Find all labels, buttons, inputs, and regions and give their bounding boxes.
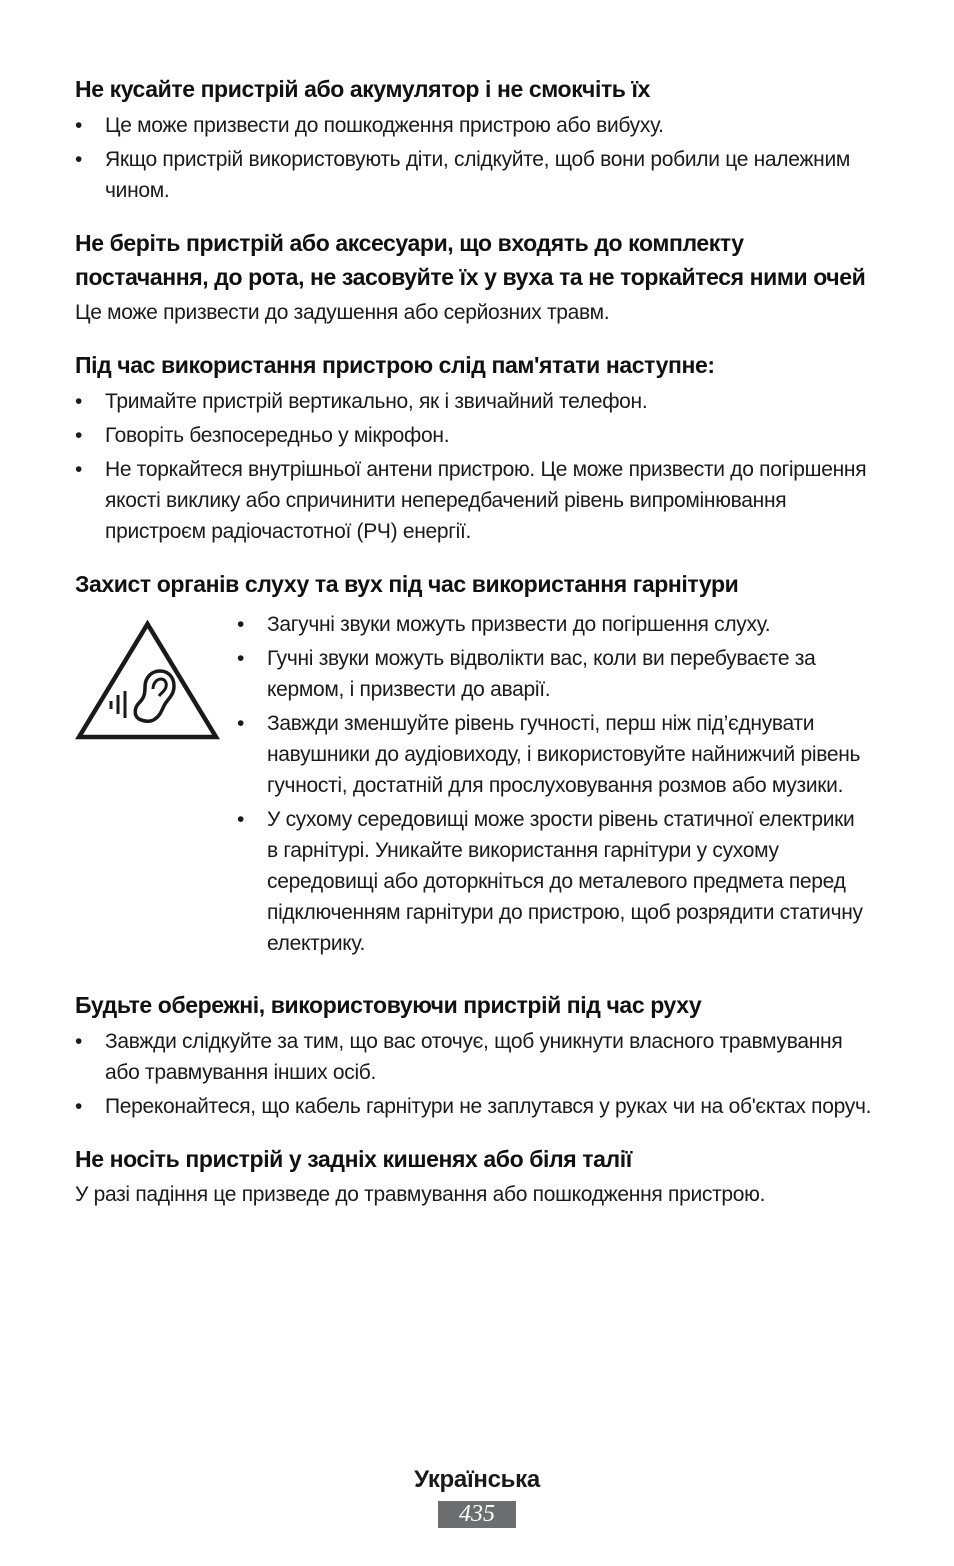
section-usage [75,348,875,547]
list-item: • Загучні звуки можуть призвести до погіршення слуху. [237,609,867,640]
section-heading: Під час використання пристрою слід пам'ятати наступне: [75,352,715,378]
section-heading: Будьте обережні, використовуючи пристрій під час руху [75,992,702,1018]
section-heading: Захист органів слуху та вух під час використання гарнітури [75,571,739,597]
hearing-warning-icon [75,619,220,744]
page-number: 435 [438,1501,516,1528]
hearing-bullets [237,609,867,962]
section-hearing [75,567,875,962]
bullet-list [75,1026,875,1122]
bullet-list [75,110,875,206]
section-heading: Не кусайте пристрій або акумулятор і не смокчіть їх [75,76,650,102]
hearing-content [75,609,875,962]
page-content [75,72,875,1234]
section-motion [75,988,875,1122]
list-item: • Завжди слідкуйте за тим, що вас оточує, щоб уникнути власного травмування або травмування інших осіб. [75,1026,875,1088]
list-item: • У сухому середовищі може зрости рівень статичної електрики в гарнітурі. Уникайте використання гарнітури у сухому середовищі або доторкніться до металевого предмета перед підключенням гарнітури до пристрою, щоб розрядити статичну електрику. [237,804,867,959]
section-heading: Не носіть пристрій у задніх кишенях або біля талії [75,1146,632,1172]
bullet-list [237,609,867,959]
section-text: Це може призвести до задушення або серйозних травм. [75,301,610,324]
section-no-mouth [75,226,875,328]
page-footer [0,1463,954,1528]
section-text: У разі падіння це призведе до травмування або пошкодження пристрою. [75,1183,766,1206]
section-no-biting [75,72,875,206]
list-item: • Говоріть безпосередньо у мікрофон. [75,420,875,451]
section-heading: Не беріть пристрій або аксесуари, що входять до комплекту постачання, до рота, не засовуйте їх у вуха та не торкайтеся ними очей [75,230,866,290]
list-item: • Тримайте пристрій вертикально, як і звичайний телефон. [75,386,875,417]
list-item: • Якщо пристрій використовують діти, слідкуйте, щоб вони робили це належним чином. [75,144,875,206]
list-item: • Гучні звуки можуть відволікти вас, коли ви перебуваєте за кермом, і призвести до аварії. [237,643,867,705]
list-item: • Завжди зменшуйте рівень гучності, перш ніж під’єднувати навушники до аудіовиходу, і використовуйте найнижчий рівень гучності, достатній для прослуховування розмов або музики. [237,708,867,801]
list-item: • Переконайтеся, що кабель гарнітури не заплутався у руках чи на об'єктах поруч. [75,1091,875,1122]
section-pockets [75,1142,875,1210]
bullet-list [75,386,875,547]
language-label: Українська [414,1466,540,1493]
list-item: • Не торкайтеся внутрішньої антени пристрою. Це може призвести до погіршення якості виклику або спричинити непередбачений рівень випромінювання пристроєм радіочастотної (РЧ) енергії. [75,454,875,547]
list-item: • Це може призвести до пошкодження пристрою або вибуху. [75,110,875,141]
